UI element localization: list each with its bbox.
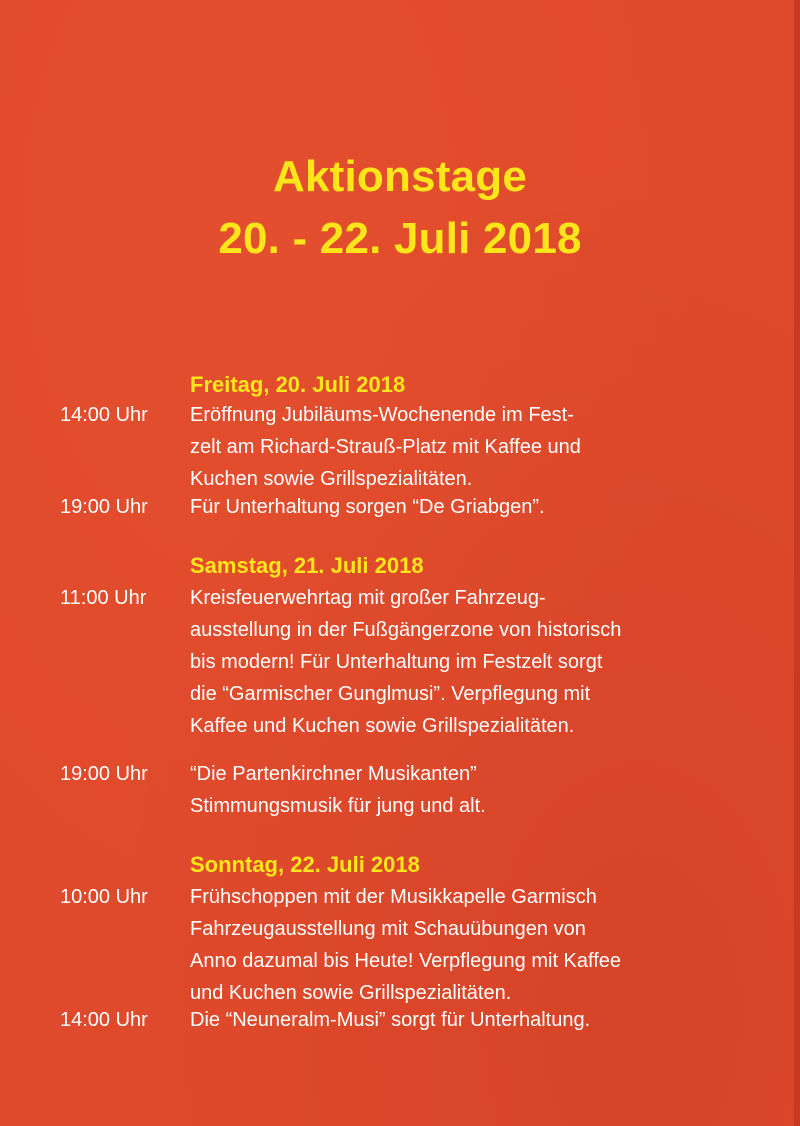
event-description-line: bis modern! Für Unterhaltung im Festzelt sorgt xyxy=(190,651,603,673)
event-description-line: Frühschoppen mit der Musikkapelle Garmisch xyxy=(190,886,597,908)
event-description-line: Kreisfeuerwehrtag mit großer Fahrzeug- xyxy=(190,587,546,609)
event-description-line: zelt am Richard-Strauß-Platz mit Kaffee und xyxy=(190,436,581,458)
event-description xyxy=(190,399,750,495)
event-time: 11:00 Uhr xyxy=(60,587,147,609)
event-description-line: Stimmungsmusik für jung und alt. xyxy=(190,795,486,817)
event-time: 14:00 Uhr xyxy=(60,404,148,426)
day-heading-friday: Freitag, 20. Juli 2018 xyxy=(190,372,406,397)
event-description xyxy=(190,1004,750,1036)
page-title: Aktionstage xyxy=(272,152,528,201)
event-description-line: Eröffnung Jubiläums-Wochenende im Fest- xyxy=(190,404,574,426)
day-heading-sunday: Sonntag, 22. Juli 2018 xyxy=(190,852,420,877)
event-description-line: Fahrzeugausstellung mit Schauübungen von xyxy=(190,918,586,940)
event-time: 10:00 Uhr xyxy=(60,886,148,908)
event-description xyxy=(190,491,750,523)
event-description xyxy=(190,881,750,1009)
event-time: 19:00 Uhr xyxy=(60,496,148,518)
event-description-line: Kaffee und Kuchen sowie Grillspezialitäten. xyxy=(190,715,575,737)
event-description-line: und Kuchen sowie Grillspezialitäten. xyxy=(190,982,512,1004)
event-description-line: ausstellung in der Fußgängerzone von historisch xyxy=(190,619,622,641)
event-description xyxy=(190,758,750,822)
event-description-line: Anno dazumal bis Heute! Verpflegung mit Kaffee xyxy=(190,950,622,972)
event-description-line: Die “Neuneralm-Musi” sorgt für Unterhaltung. xyxy=(190,1009,591,1031)
event-description-line: die “Garmischer Gunglmusi”. Verpflegung mit xyxy=(190,683,591,705)
event-description xyxy=(190,582,750,742)
event-time: 19:00 Uhr xyxy=(60,763,148,785)
event-description-line: “Die Partenkirchner Musikanten” xyxy=(190,763,477,785)
event-time: 14:00 Uhr xyxy=(60,1009,148,1031)
event-description-line: Kuchen sowie Grillspezialitäten. xyxy=(190,468,473,490)
event-description-line: Für Unterhaltung sorgen “De Griabgen”. xyxy=(190,496,545,518)
day-heading-saturday: Samstag, 21. Juli 2018 xyxy=(190,553,424,578)
page-date-range: 20. - 22. Juli 2018 xyxy=(218,214,582,263)
